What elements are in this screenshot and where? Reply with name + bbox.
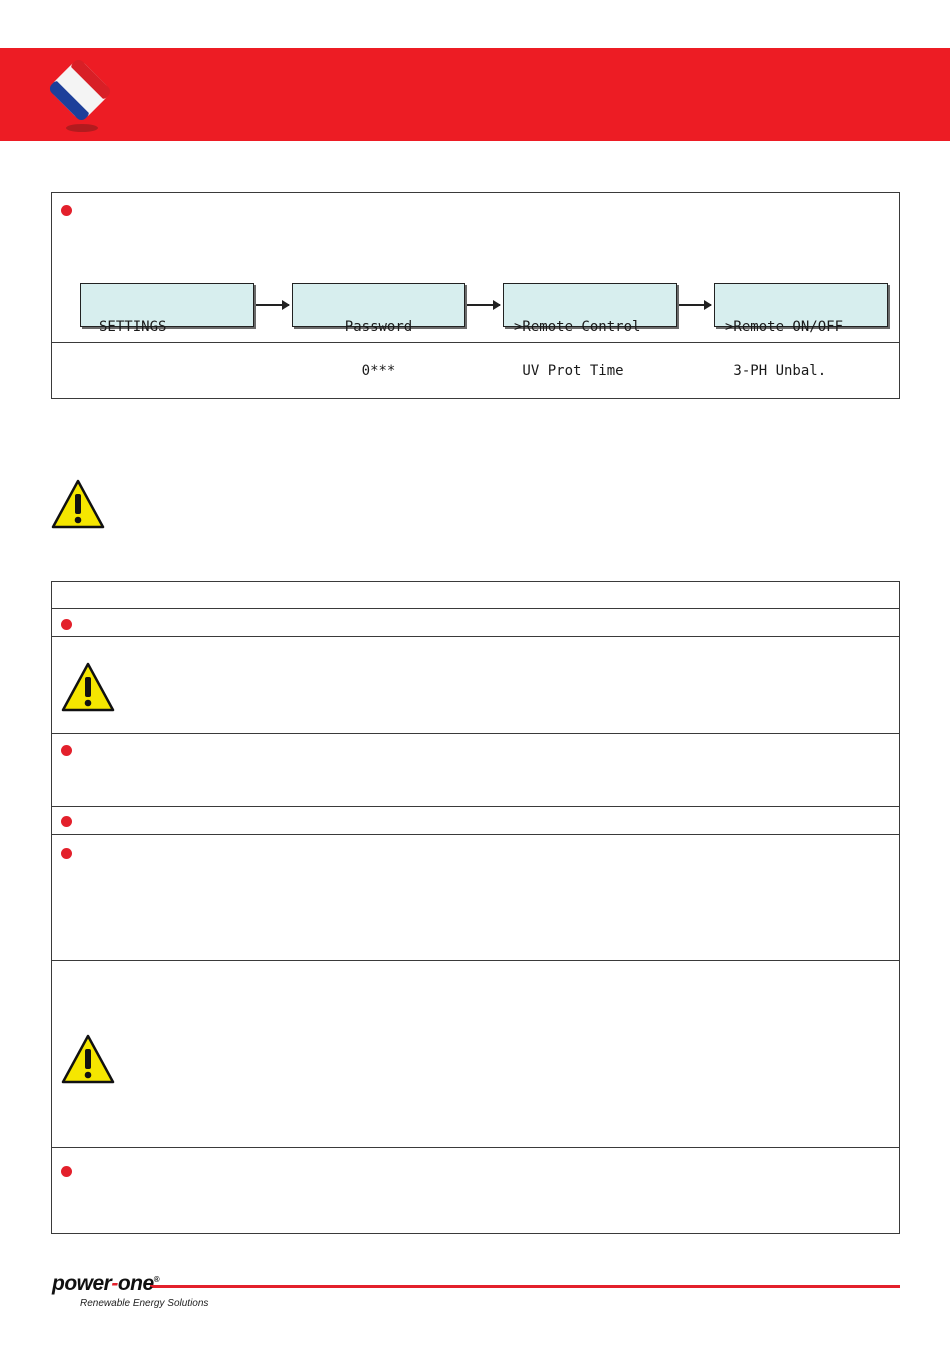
bullet-dot-icon bbox=[61, 848, 72, 859]
lcd-screen-remote-onoff bbox=[714, 283, 888, 379]
table-row-warning bbox=[51, 961, 900, 1148]
table-header-row bbox=[51, 581, 900, 609]
warning-icon bbox=[61, 662, 115, 712]
table-row bbox=[51, 609, 900, 637]
brand-hyphen: - bbox=[111, 1272, 118, 1295]
arrow-right-icon bbox=[467, 304, 500, 306]
lcd-line: 0*** bbox=[361, 362, 396, 379]
bullet-dot-icon bbox=[61, 1166, 72, 1177]
lcd-line: >Remote ON/OFF bbox=[725, 319, 844, 335]
bullet-dot-icon bbox=[61, 745, 72, 756]
lcd-line: 3-PH Unbal. bbox=[725, 362, 827, 379]
brand-part: power bbox=[52, 1272, 112, 1295]
footer-rule bbox=[150, 1285, 900, 1288]
arrow-right-icon bbox=[256, 304, 289, 306]
arrow-right-icon bbox=[679, 304, 711, 306]
header-band bbox=[0, 48, 950, 141]
lcd-screen-remote-control bbox=[503, 283, 677, 379]
lcd-line: UV Prot Time bbox=[514, 362, 624, 379]
bullet-dot-icon bbox=[61, 619, 72, 630]
bullet-dot-icon bbox=[61, 205, 72, 216]
brand-logo-icon bbox=[44, 54, 116, 134]
bullet-dot-icon bbox=[61, 816, 72, 827]
table-row-warning bbox=[51, 637, 900, 734]
brand-logo bbox=[52, 1272, 159, 1296]
lcd-screen-password bbox=[292, 283, 465, 379]
lcd-line: Password bbox=[344, 319, 413, 335]
brand-tagline: Renewable Energy Solutions bbox=[80, 1298, 209, 1309]
lcd-line: >Remote Control bbox=[514, 319, 641, 335]
lcd-line: SETTINGS bbox=[99, 319, 167, 335]
registered-mark: ® bbox=[153, 1275, 160, 1284]
table-row bbox=[51, 835, 900, 961]
table-row bbox=[51, 1148, 900, 1234]
table-row bbox=[51, 734, 900, 807]
warning-icon bbox=[51, 479, 105, 529]
brand-part: one bbox=[117, 1272, 154, 1295]
lcd-screen-settings bbox=[80, 283, 254, 335]
table-row bbox=[51, 807, 900, 835]
warning-icon bbox=[61, 1034, 115, 1084]
